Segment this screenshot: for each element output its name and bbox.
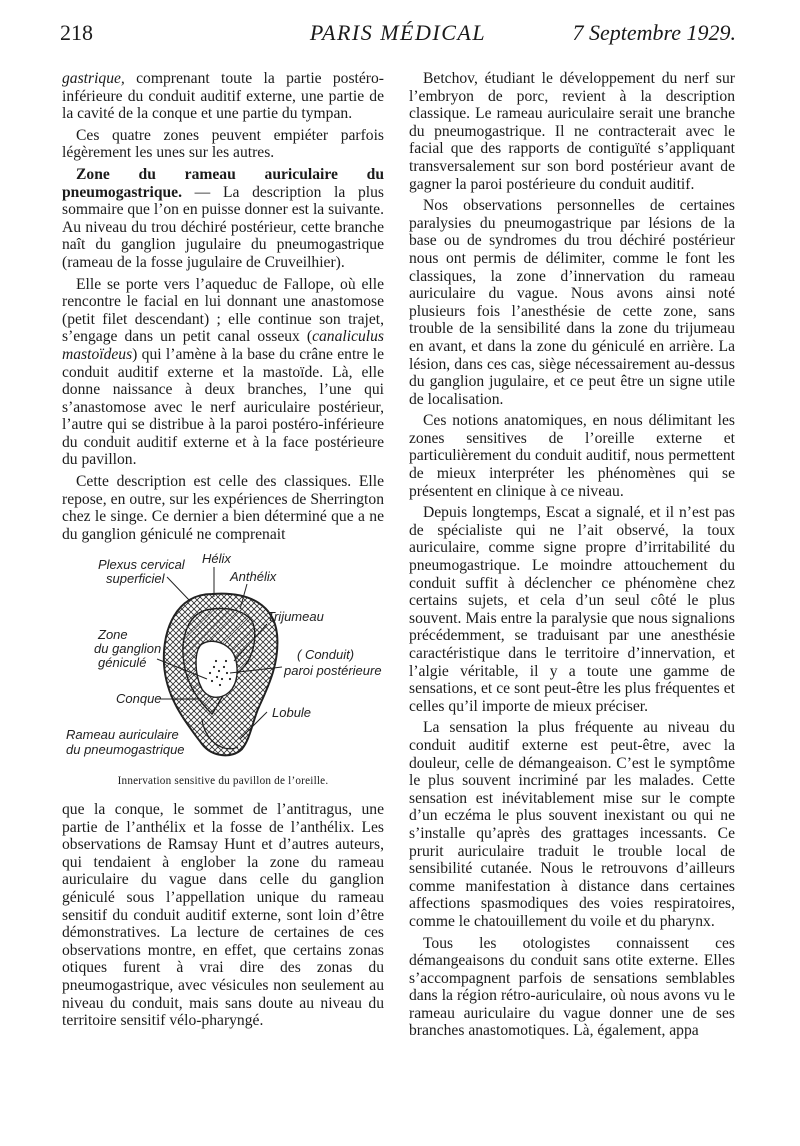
label-plexus-2: superficiel (106, 571, 165, 587)
label-lobule: Lobule (272, 705, 312, 721)
paragraph: que la conque, le sommet de l’antitragus, une partie de l’anthélix et la fosse de l’anthélix. Les observations de Ramsay Hunt et d’autres auteurs, qui tendaient à englober la zone du rameau auriculaire du vague dans celle du ganglion géniculé sous l’appellation unique du rameau sensitif du conduit auditif externe, sont loin d’être démonstratives. La lecture de certaines de ces observations montre, en effet, que certains zonas otiques furent à vrai dire des zonas du pneumogastrique, avec vésicules non seulement au niveau du conduit, mais sans doute au niveau du territoire sensitif vélo-pharyngé. (62, 801, 384, 1030)
paragraph: Nos observations personnelles de certaines paralysies du pneumogastrique par lésions de la base ou de syndromes du trou déchiré postérieur nous ont permis de délimiter, comme le font les classiques, la zone d’innervation du rameau auriculaire du vague. Nous avons ainsi noté plusieurs fois l’anesthésie de cette zone, sans trouble de la sensibilité dans la zone du trijumeau en avant, et dans la zone du géniculé en arrière. La lésion, dans ces cas, siège nécessairement au-dessus du ganglion jugulaire, et ce peut être un signe utile de localisation. (409, 197, 735, 408)
paragraph: Ces notions anatomiques, en nous délimitant les zones sensitives de l’oreille externe et particulièrement du conduit auditif, nous permettent de mieux interpréter les phénomènes qui se présentent en clinique à ce niveau. (409, 412, 735, 500)
issue-date: 7 Septembre 1929. (572, 20, 736, 45)
paragraph: Betchov, étudiant le développement du nerf sur l’embryon de porc, revient à la description classique. Le rameau auriculaire serait une branche du pneumogastrique. Il ne contracterait avec le facial que des rapports de contiguïté s’appliquant transversalement sur son bord postérieur avant de gagner la paroi postérieure du conduit auditif. (409, 70, 735, 193)
paragraph: gastrique, comprenant toute la partie postéro-inférieure du conduit auditif externe, une partie de la cavité de la conque et une partie du tympan. (62, 70, 384, 123)
figure-caption: Innervation sensitive du pavillon de l’oreille. (117, 775, 329, 788)
label-conduit-2: paroi postérieure (284, 663, 382, 679)
section-title: Zone du rameau auriculaire du pneumogastrique. (62, 165, 384, 201)
label-trijumeau: Trijumeau (267, 609, 324, 625)
label-helix: Hélix (202, 551, 231, 567)
page-header (60, 16, 736, 50)
concha-shape (196, 642, 237, 698)
ear-diagram (62, 549, 384, 769)
section-paragraph: Zone du rameau auriculaire du pneumogastrique. — La description la plus sommaire que l’on en puisse donner est la suivante. Au niveau du trou déchiré postérieur, cette branche naît du ganglion jugulaire du pneumogastrique (rameau de la fosse jugulaire de Cruveilhier). (62, 165, 384, 271)
paragraph: Depuis longtemps, Escat a signalé, et il n’est pas de spécialiste qui ne l’ait observé, la toux auriculaire, comme signe propre d’irritabilité du pneumogastrique. Le moindre attouchement du conduit suffit à déclencher ce phénomène chez certains sujets, et cela d’un seul côté le plus souvent. Mais entre la paralysie que nous signalions précédemment, se traduisant par une anesthésie caractéristique dans le territoire d’innervation, et l’algie véritable, il y a toute une gamme de sensations, et ce sont peut-être les plus fréquentes et celles qu’il importe de mieux préciser. (409, 504, 735, 715)
label-conduit-1: ( Conduit) (297, 647, 355, 663)
left-column (62, 70, 384, 1030)
label-rameau-1: Rameau auriculaire (66, 727, 179, 743)
label-rameau-2: du pneumogastrique (66, 742, 185, 758)
ear-figure (62, 549, 384, 791)
right-column (409, 70, 735, 1040)
paragraph: Tous les otologistes connaissent ces démangeaisons du conduit sans otite externe. Elles s’accompagnent parfois de sensations semblables dans la région rétro-auriculaire, où nous avons vu le rameau auriculaire du vague donner une de ses branches anastomotiques. Là, également, appa (409, 934, 735, 1040)
label-conque: Conque (116, 691, 162, 707)
paragraph: Ces quatre zones peuvent empiéter parfois légèrement les unes sur les autres. (62, 126, 384, 162)
label-zone-3: géniculé (98, 655, 147, 671)
label-zone-2: du ganglion (94, 641, 162, 657)
label-anthelix: Anthélix (230, 569, 277, 585)
label-zone-1: Zone (98, 627, 128, 643)
page-number: 218 (60, 20, 93, 45)
paragraph: Cette description est celle des classiques. Elle repose, en outre, sur les expériences de Sherrington chez le singe. Ce dernier a bien déterminé que a ne du ganglion géniculé ne comprenait (62, 473, 384, 543)
paragraph: La sensation la plus fréquente au niveau du conduit auditif externe est peut-être, avec la douleur, celle de démangeaison. C’est le symptôme le plus souvent incriminé par les malades. Cette sensation est inévitablement mise sur le compte d’un eczéma le plus souvent inexistant ou qui ne s’installe qu’après des grattages incessants. Ce prurit auriculaire traduit le trouble local de sensibilité cutanée. Nous le retrouvons d’ailleurs comme manifestation à distance dans certaines affections spasmodiques des voies respiratoires, comme le chatouillement du voile et du pharynx. (409, 719, 735, 930)
paragraph: Elle se porte vers l’aqueduc de Fallope, où elle rencontre le facial en lui donnant une anastomose (petit filet descendant) ; elle continue son trajet, s’engage dans un petit canal osseux (canaliculus mastoïdeus) qui l’amène à la base du crâne entre le conduit auditif externe et la mastoïde. Là, elle donne naissance à deux branches, l’une qui s’anastomose avec le nerf auriculaire postérieur, l’autre qui se distribue à la paroi postéro-inférieure du conduit auditif externe et à la face postérieure du pavillon. (62, 275, 384, 469)
journal-title: PARIS MÉDICAL (309, 20, 487, 45)
label-plexus-1: Plexus cervical (98, 557, 185, 573)
